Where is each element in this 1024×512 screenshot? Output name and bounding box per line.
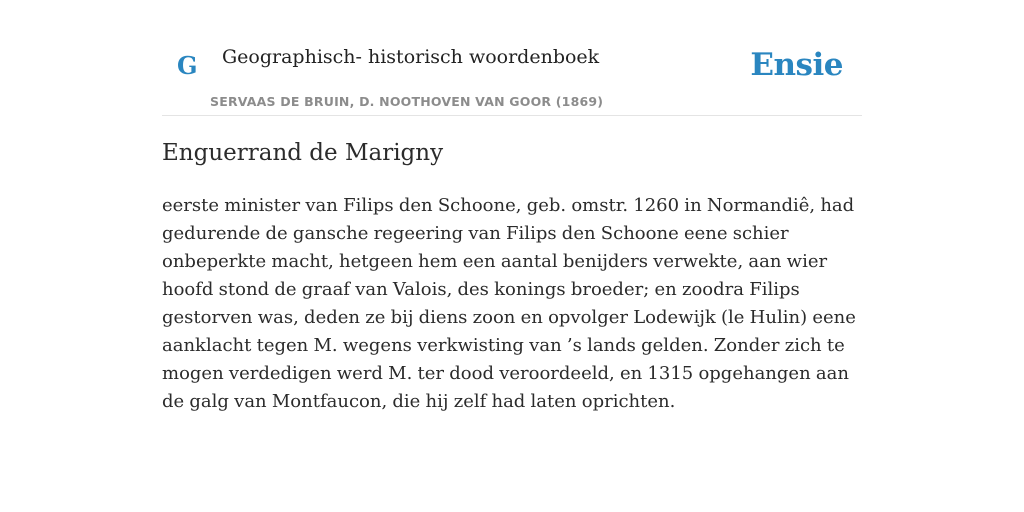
book-letter-icon[interactable]: G [177,51,198,80]
book-authors: SERVAAS DE BRUIN, D. NOOTHOVEN VAN GOOR (1869) [210,94,604,109]
ensie-logo-link[interactable]: Ensie [750,47,843,83]
page-container [162,0,862,412]
book-header [162,0,862,116]
book-title-link[interactable]: Geographisch- historisch woordenboek [222,46,600,68]
entry-body-text: eerste minister van Filips den Schoone, geb. omstr. 1260 in Normandiê, had gedurende de gansche regeering van Filips den Schoone eene schier onbeperkte macht, hetgeen hem een aantal benijders verwekte, aan wier hoofd stond de graaf van Valois, des konings broeder; en zoodra Filips gestorven was, deden ze bij diens zoon en opvolger Lodewijk (le Hulin) eene aanklacht tegen M. wegens verkwisting van ’s lands gelden. Zonder zich te mogen verdedigen werd M. ter dood veroordeeld, en 1315 opgehangen aan de galg van Montfaucon, die hij zelf had laten oprichten. [162,195,856,412]
entry-title: Enguerrand de Marigny [162,140,444,166]
